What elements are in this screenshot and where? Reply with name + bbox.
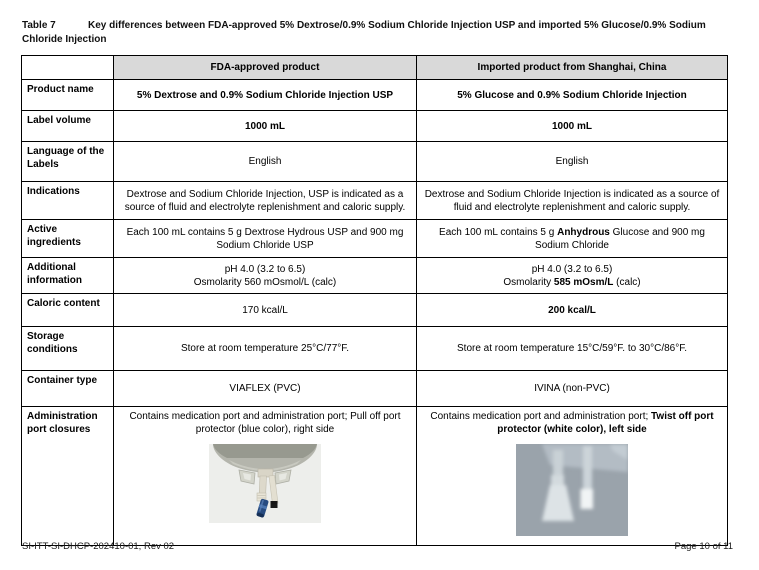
cell-fda-storage-conditions: Store at room temperature 25°C/77°F. xyxy=(114,327,417,371)
row-label-indications: Indications xyxy=(22,182,114,220)
row-caloric-content xyxy=(22,294,728,327)
cell-fda-additional-information: pH 4.0 (3.2 to 6.5) Osmolarity 560 mOsmol/L (calc) xyxy=(114,258,417,294)
column-header-fda: FDA-approved product xyxy=(114,56,417,80)
row-label-admin-port-closures: Administration port closures xyxy=(22,407,114,546)
row-label-volume xyxy=(22,111,728,142)
row-additional-information xyxy=(22,258,728,294)
table-caption-line2: Chloride Injection xyxy=(22,34,107,45)
row-language xyxy=(22,142,728,182)
table-caption-line1 xyxy=(22,19,738,33)
row-admin-port-closures xyxy=(22,407,728,546)
cell-fda-label-volume: 1000 mL xyxy=(114,111,417,142)
imported-port-photo xyxy=(424,444,720,536)
row-label-language: Language of the Labels xyxy=(22,142,114,182)
cell-fda-caloric-content: 170 kcal/L xyxy=(114,294,417,327)
cell-imported-caloric-content: 200 kcal/L xyxy=(417,294,728,327)
cell-imported-language: English xyxy=(417,142,728,182)
page-indicator: Page 10 of 11 xyxy=(674,541,733,552)
header-row xyxy=(22,56,728,80)
fda-port-description: Contains medication port and administration port; Pull off port protector (blue color), right side xyxy=(129,411,401,435)
column-header-imported: Imported product from Shanghai, China xyxy=(417,56,728,80)
cell-imported-indications: Dextrose and Sodium Chloride Injection is indicated as a source of fluid and electrolyte replenishment and caloric supply. xyxy=(417,182,728,220)
cell-imported-product-name: 5% Glucose and 0.9% Sodium Chloride Injection xyxy=(417,80,728,111)
row-product-name xyxy=(22,80,728,111)
cell-imported-container-type: IVINA (non-PVC) xyxy=(417,371,728,407)
iv-bag-white-ports-illustration xyxy=(516,444,628,536)
page-footer xyxy=(22,541,733,552)
row-label-caloric-content: Caloric content xyxy=(22,294,114,327)
row-storage-conditions xyxy=(22,327,728,371)
cell-fda-active-ingredients: Each 100 mL contains 5 g Dextrose Hydrous USP and 900 mg Sodium Chloride USP xyxy=(114,220,417,258)
cell-imported-admin-port-closures xyxy=(417,407,728,546)
empty-corner-cell xyxy=(22,56,114,80)
cell-fda-container-type: VIAFLEX (PVC) xyxy=(114,371,417,407)
cell-imported-storage-conditions: Store at room temperature 15°C/59°F. to 30°C/86°F. xyxy=(417,327,728,371)
row-label-additional-information: Additional information xyxy=(22,258,114,294)
cell-fda-indications: Dextrose and Sodium Chloride Injection, USP is indicated as a source of fluid and electrolyte replenishment and caloric supply. xyxy=(114,182,417,220)
cell-imported-active-ingredients: Each 100 mL contains 5 g Anhydrous Glucose and 900 mg Sodium Chloride xyxy=(417,220,728,258)
imported-port-description: Contains medication port and administration port; Twist off port protector (white color), left side xyxy=(430,411,714,435)
row-label-container-type: Container type xyxy=(22,371,114,407)
comparison-table xyxy=(21,55,728,546)
cell-fda-language: English xyxy=(114,142,417,182)
cell-fda-product-name: 5% Dextrose and 0.9% Sodium Chloride Injection USP xyxy=(114,80,417,111)
row-label-storage-conditions: Storage conditions xyxy=(22,327,114,371)
table-caption xyxy=(22,19,738,47)
row-container-type xyxy=(22,371,728,407)
row-indications xyxy=(22,182,728,220)
row-label-label-volume: Label volume xyxy=(22,111,114,142)
cell-fda-admin-port-closures xyxy=(114,407,417,546)
row-label-product-name: Product name xyxy=(22,80,114,111)
fda-port-photo xyxy=(121,444,409,523)
table-caption-text: Key differences between FDA-approved 5% Dextrose/0.9% Sodium Chloride Injection USP and imported 5% Glucose/0.9% Sodium xyxy=(88,20,706,31)
cell-imported-additional-information: pH 4.0 (3.2 to 6.5) Osmolarity 585 mOsm/L (calc) xyxy=(417,258,728,294)
document-id: SI-ITT-SI-DHCP-202410-01, Rev 02 xyxy=(22,541,175,552)
iv-bag-blue-cap-illustration xyxy=(209,444,321,523)
row-active-ingredients xyxy=(22,220,728,258)
table-number: Table 7 xyxy=(22,20,56,31)
row-label-active-ingredients: Active ingredients xyxy=(22,220,114,258)
cell-imported-label-volume: 1000 mL xyxy=(417,111,728,142)
